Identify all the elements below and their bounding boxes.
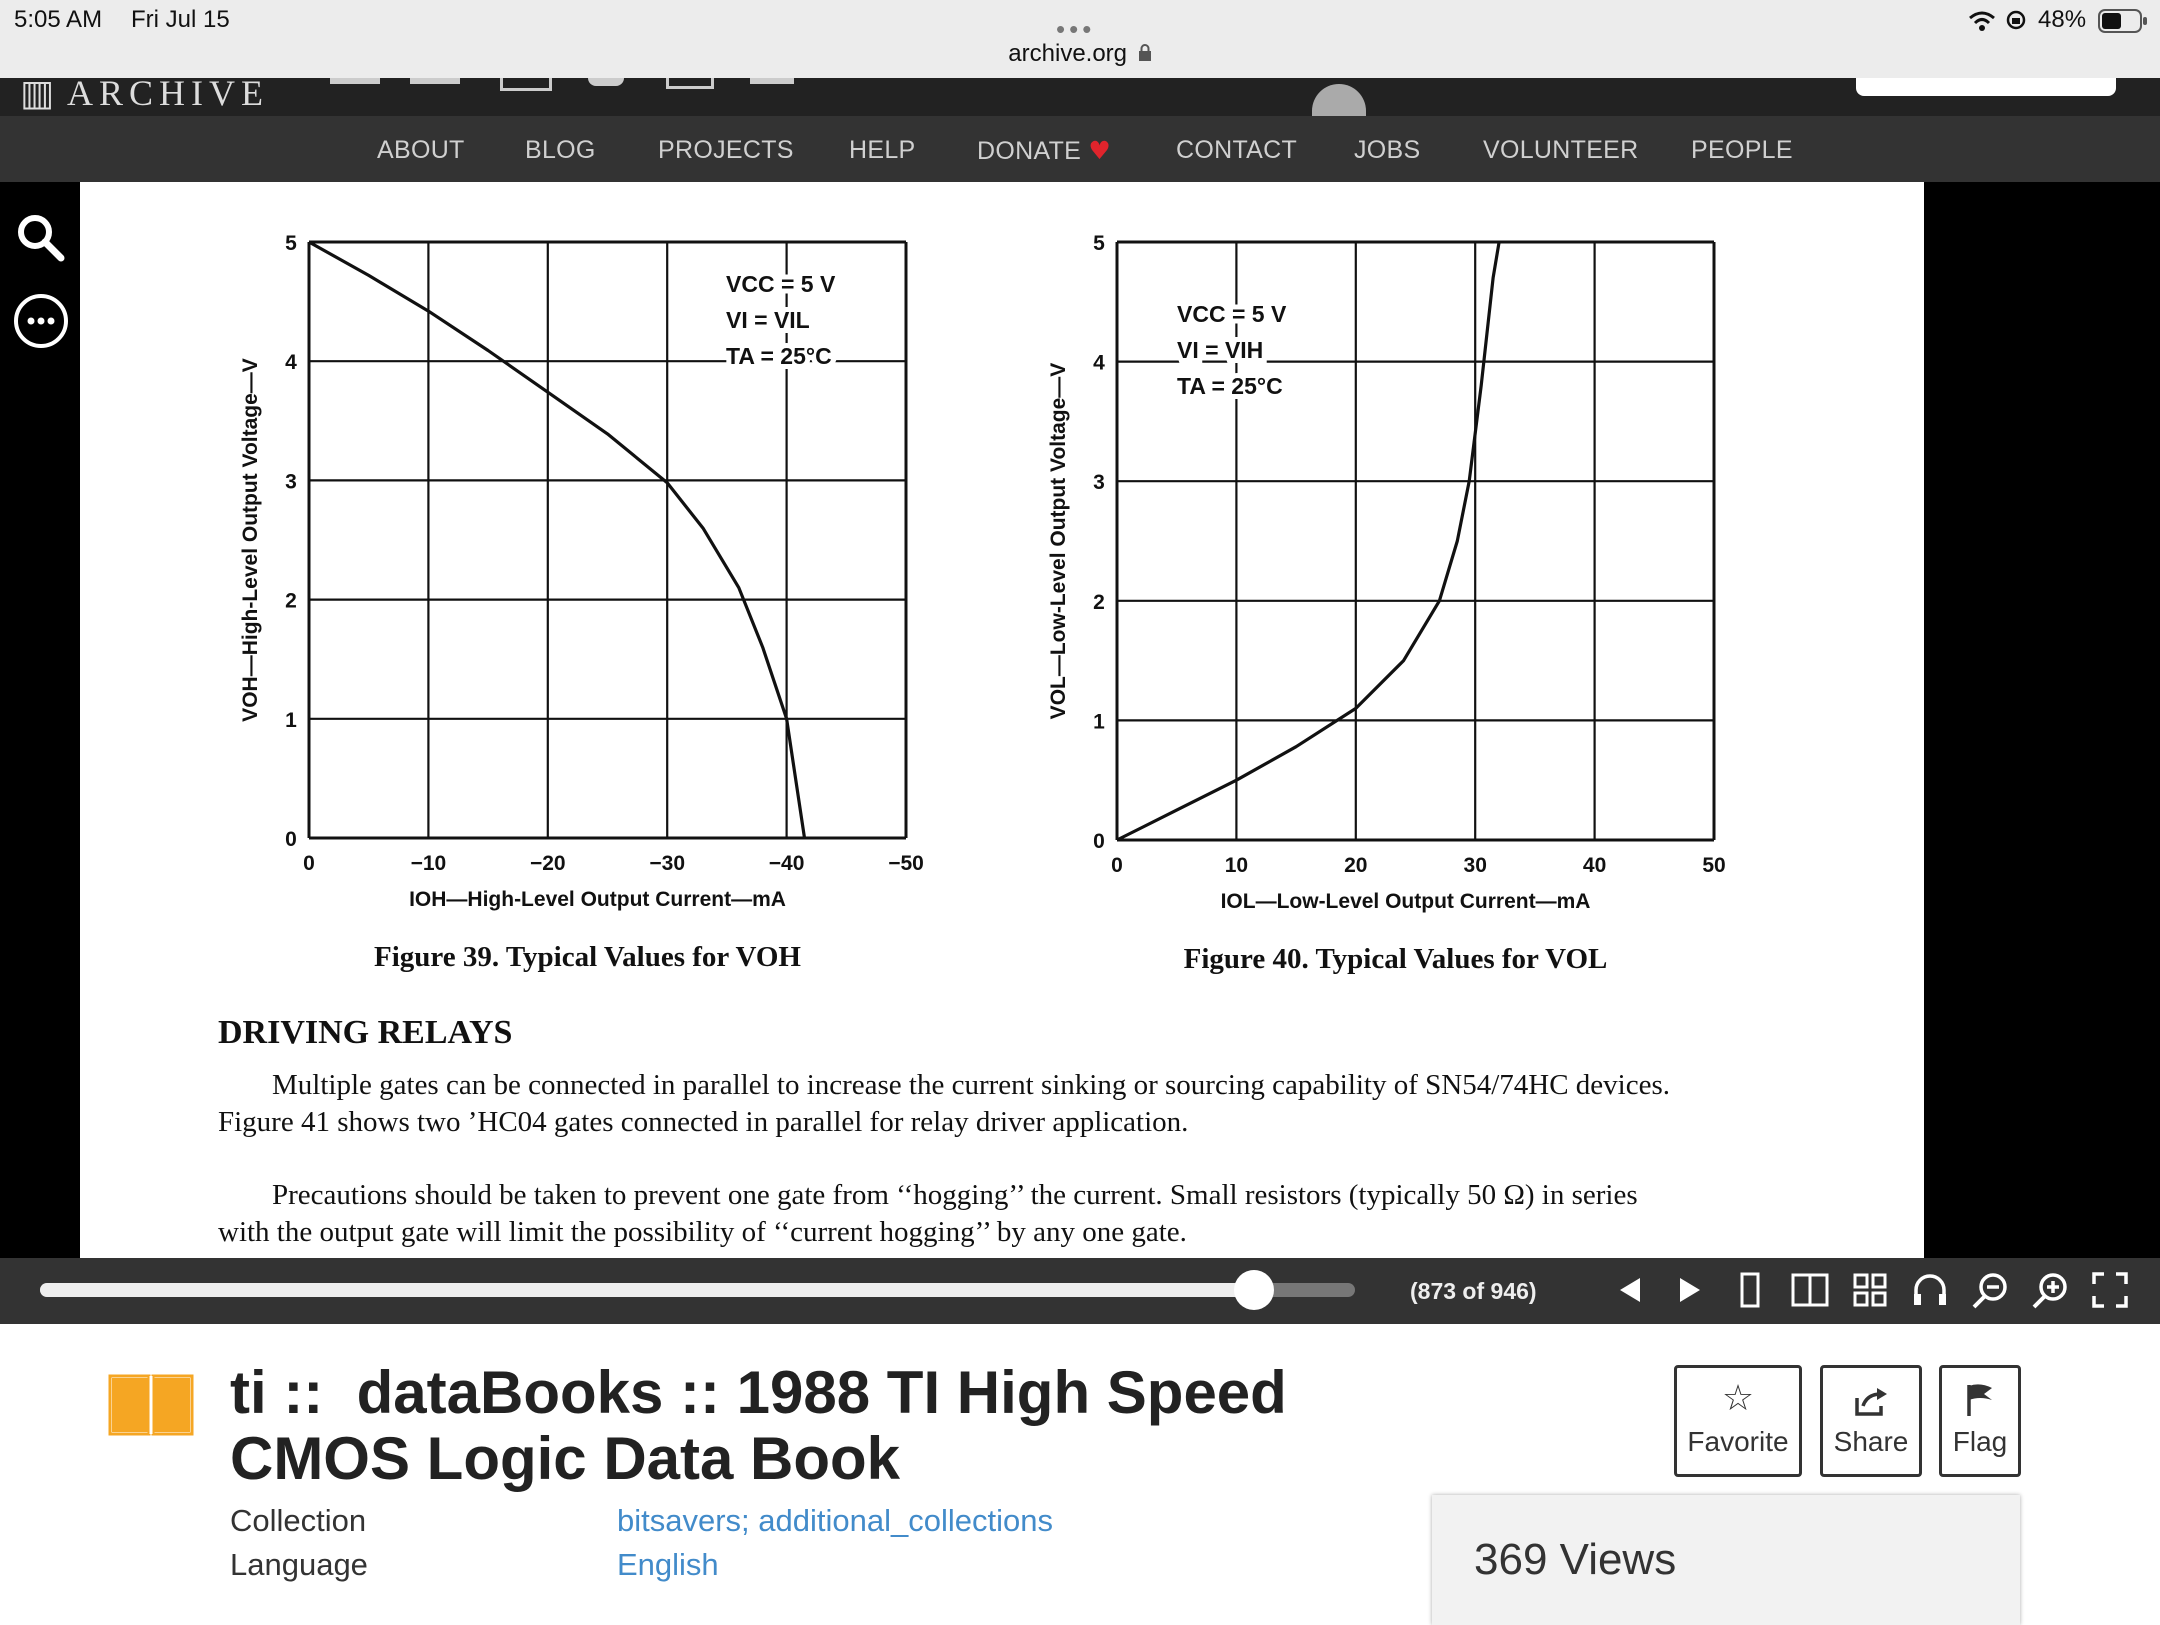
figure-40-chart: [980, 182, 1924, 982]
favorite-label: Favorite: [1687, 1426, 1789, 1457]
fig40-condition: VI = VIH: [1177, 337, 1264, 363]
media-icons[interactable]: [330, 78, 800, 88]
flag-label: Flag: [1952, 1426, 2008, 1457]
address-bar[interactable]: [0, 40, 2160, 68]
fig39-y-tick: 5: [285, 232, 297, 255]
archive-top-bar: [0, 78, 2160, 116]
fig40-condition: TA = 25°C: [1177, 373, 1283, 399]
fig40-x-tick: 50: [1702, 854, 1726, 877]
url-text: archive.org: [1008, 40, 1128, 67]
views-panel: [1432, 1495, 2020, 1625]
fullscreen-icon[interactable]: [2090, 1270, 2130, 1310]
user-avatar-icon[interactable]: [1312, 84, 1366, 116]
texts-book-icon: [108, 1372, 194, 1436]
nav-help[interactable]: HELP: [849, 136, 916, 164]
fig40-y-tick: 4: [1093, 351, 1105, 375]
fig39-condition: VCC = 5 V: [726, 271, 836, 297]
views-count: 369 Views: [1474, 1535, 1677, 1584]
flag-button[interactable]: [1939, 1365, 2021, 1477]
page-slider-fill: [40, 1283, 1254, 1297]
para2-line2: with the output gate will limit the possibility of ‘‘current hogging’’ by any one gate.: [218, 1216, 1187, 1248]
ios-status-bar: [0, 0, 2160, 79]
fig39-x-tick: −40: [768, 852, 805, 875]
collection-label: Collection: [230, 1503, 367, 1538]
nav-blog[interactable]: BLOG: [525, 136, 596, 164]
share-icon: [1853, 1386, 1889, 1418]
rotation-lock-icon: [2005, 9, 2027, 31]
star-icon: ☆: [1721, 1378, 1755, 1419]
zoom-in-icon[interactable]: [2030, 1270, 2070, 1310]
thumbnail-view-icon[interactable]: [1850, 1270, 1890, 1310]
fig39-y-tick: 0: [285, 828, 297, 851]
fig40-y-tick: 3: [1093, 471, 1105, 495]
one-page-view-icon[interactable]: [1730, 1270, 1770, 1310]
fig39-x-tick: 0: [303, 852, 315, 875]
nav-volunteer[interactable]: VOLUNTEER: [1483, 136, 1639, 164]
two-page-view-icon[interactable]: [1790, 1270, 1830, 1310]
fig39-y-tick: 3: [285, 470, 297, 494]
para1-line2: Figure 41 shows two ’HC04 gates connected in parallel for relay driver application.: [218, 1106, 1189, 1138]
fig40-curve: [1117, 242, 1499, 840]
fig40-y-tick: 1: [1093, 710, 1105, 734]
fig39-y-tick: 2: [285, 589, 297, 613]
fig39-x-tick: −10: [410, 852, 447, 875]
fig40-condition: VCC = 5 V: [1177, 301, 1287, 327]
nav-jobs[interactable]: JOBS: [1354, 136, 1421, 164]
fig39-x-label: IOH—High-Level Output Current—mA: [409, 888, 786, 911]
logo-columns-icon: ▥: [20, 78, 55, 114]
para2-line1: Precautions should be taken to prevent one gate from ‘‘hogging’’ the current. Small resistors (typically 50 Ω) in series: [272, 1179, 1638, 1211]
fig39-y-label: VOH—High-Level Output Voltage—V: [239, 358, 262, 722]
fig40-x-tick: 40: [1582, 854, 1607, 877]
more-dots-icon[interactable]: •••: [1056, 14, 1096, 44]
nav-bar: [0, 116, 2160, 182]
fig40-y-tick: 0: [1093, 830, 1105, 853]
share-label: Share: [1833, 1426, 1909, 1457]
figure-39-chart: [80, 182, 980, 982]
logo-text: ARCHIVE: [67, 78, 270, 113]
wifi-icon: [1968, 10, 1996, 32]
fig39-x-tick: −30: [649, 852, 686, 875]
header-search-input[interactable]: [1856, 78, 2116, 96]
fig40-x-tick: 20: [1344, 854, 1368, 877]
next-page-icon[interactable]: [1670, 1270, 1710, 1310]
fig39-x-tick: −20: [529, 852, 566, 875]
nav-contact[interactable]: CONTACT: [1176, 136, 1298, 164]
fig40-caption: Figure 40. Typical Values for VOL: [1183, 943, 1608, 975]
item-title-line2: CMOS Logic Data Book: [230, 1425, 901, 1492]
battery-percent: 48%: [2038, 6, 2087, 33]
nav-about[interactable]: ABOUT: [377, 136, 465, 164]
fig39-caption: Figure 39. Typical Values for VOH: [374, 941, 801, 973]
book-page: [80, 182, 1924, 1258]
favorite-button[interactable]: [1674, 1365, 1802, 1477]
battery-icon: [2098, 8, 2148, 34]
more-options-icon[interactable]: [13, 293, 69, 349]
section-heading: DRIVING RELAYS: [218, 1014, 513, 1051]
fig40-y-tick: 2: [1093, 590, 1105, 614]
page-slider-handle[interactable]: [1234, 1270, 1274, 1310]
fig40-y-label: VOL—Low-Level Output Voltage—V: [1047, 362, 1070, 720]
lock-icon: [1138, 44, 1152, 62]
collection-links[interactable]: bitsavers; additional_collections: [617, 1503, 1053, 1538]
status-date: Fri Jul 15: [131, 6, 230, 33]
zoom-out-icon[interactable]: [1970, 1270, 2010, 1310]
fig40-x-label: IOL—Low-Level Output Current—mA: [1220, 890, 1591, 913]
status-time: 5:05 AM: [14, 6, 103, 33]
fig39-condition: VI = VIL: [726, 307, 810, 333]
flag-icon: [1964, 1382, 1996, 1418]
fig40-x-tick: 10: [1224, 854, 1249, 877]
heart-icon: ♥: [1088, 136, 1112, 165]
fig40-x-tick: 0: [1111, 854, 1123, 877]
fig40-x-tick: 30: [1463, 854, 1487, 877]
nav-projects[interactable]: PROJECTS: [658, 136, 794, 164]
page-count: (873 of 946): [1410, 1278, 1537, 1304]
nav-donate[interactable]: [977, 136, 1111, 166]
nav-donate-label: DONATE: [977, 137, 1082, 165]
share-button[interactable]: [1820, 1365, 1922, 1477]
search-icon[interactable]: [14, 211, 66, 263]
fig39-y-tick: 1: [285, 708, 297, 732]
para1-line1: Multiple gates can be connected in parallel to increase the current sinking or sourcing capability of SN54/74HC devices.: [272, 1069, 1671, 1101]
item-title-line1: ti :: dataBooks :: 1988 TI High Speed: [230, 1359, 1287, 1426]
fig40-y-tick: 5: [1093, 232, 1105, 255]
fig39-condition: TA = 25°C: [726, 343, 832, 369]
archive-logo[interactable]: [20, 78, 269, 114]
item-title: [230, 1360, 1330, 1492]
read-aloud-icon[interactable]: [1910, 1270, 1950, 1310]
language-link[interactable]: English: [617, 1547, 719, 1582]
previous-page-icon[interactable]: [1610, 1270, 1650, 1310]
fig39-y-tick: 4: [285, 351, 297, 375]
language-label: Language: [230, 1547, 368, 1582]
nav-people[interactable]: PEOPLE: [1691, 136, 1793, 164]
fig39-x-tick: −50: [888, 852, 924, 875]
